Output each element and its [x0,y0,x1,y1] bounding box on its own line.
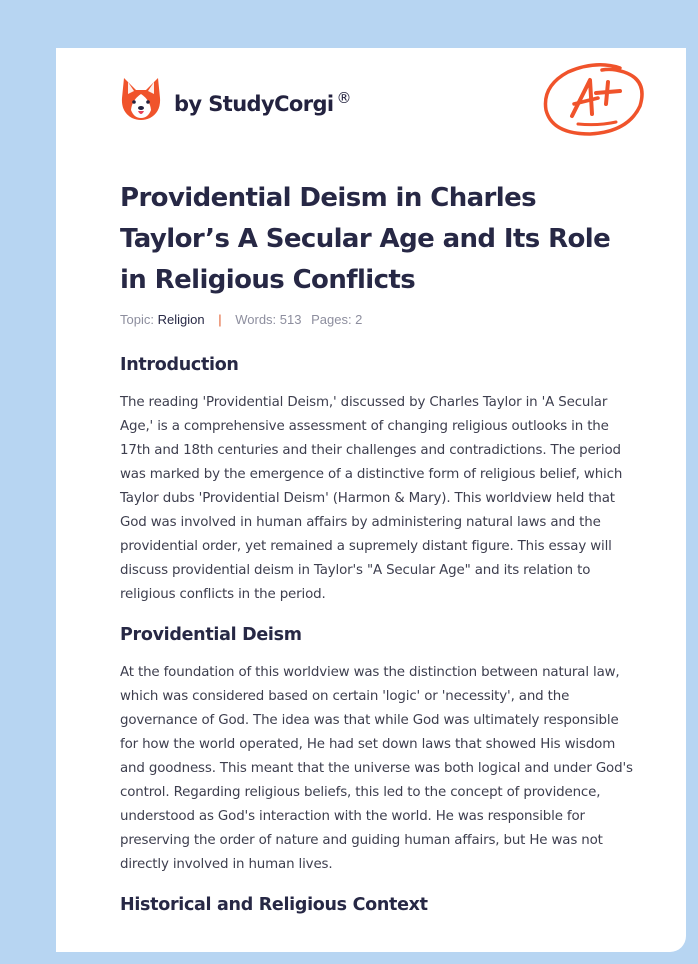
registered-mark: ® [336,88,351,107]
essay-title: Providential Deism in Charles Taylor’s A Secular Age and Its Role in Religious Conflicts [120,183,611,295]
word-count: Words: 513 [235,312,302,327]
essay-meta [120,312,362,327]
topic-label: Topic: [120,312,154,327]
section-heading-introduction: Introduction [120,355,239,375]
section-heading-historical-context: Historical and Religious Context [120,895,428,915]
section-heading-providential-deism: Providential Deism [120,625,302,645]
section-body-providential-deism: At the foundation of this worldview was the distinction between natural law, which was considered based on certain 'logic' or 'necessity', and the governance of God. The idea was that while God was ultimately responsible for how the world operated, He had set down laws that showed His wisdom and goodness. This meant that the universe was both logical and under God's control. Regarding religious beliefs, this led to the concept of providence, understood as God's interaction with the world. He was responsible for preserving the order of nature and guiding human affairs, but He was not directly involved in human lives. [120,665,633,872]
section-body-introduction: The reading 'Providential Deism,' discussed by Charles Taylor in 'A Secular Age,' is a comprehensive assessment of changing religious outlooks in the 17th and 18th centuries and their challenges and contradictions. The period was marked by the emergence of a distinctive form of religious belief, which Taylor dubs 'Providential Deism' (Harmon & Mary). This worldview held that God was involved in human affairs by administering natural laws and the providential order, yet remained a supremely distant figure. This essay will discuss providential deism in Taylor's "A Secular Age" and its relation to religious conflicts in the period. [120,395,623,602]
brand-header[interactable] [120,76,351,122]
a-plus-grade-icon [538,58,648,140]
meta-separator: | [218,312,222,327]
brand-name: by StudyCorgi ® [174,88,351,116]
essay-card [56,48,686,952]
topic-link[interactable]: Religion [157,312,205,327]
page-count: Pages: 2 [311,312,363,327]
corgi-logo-icon [120,76,162,122]
